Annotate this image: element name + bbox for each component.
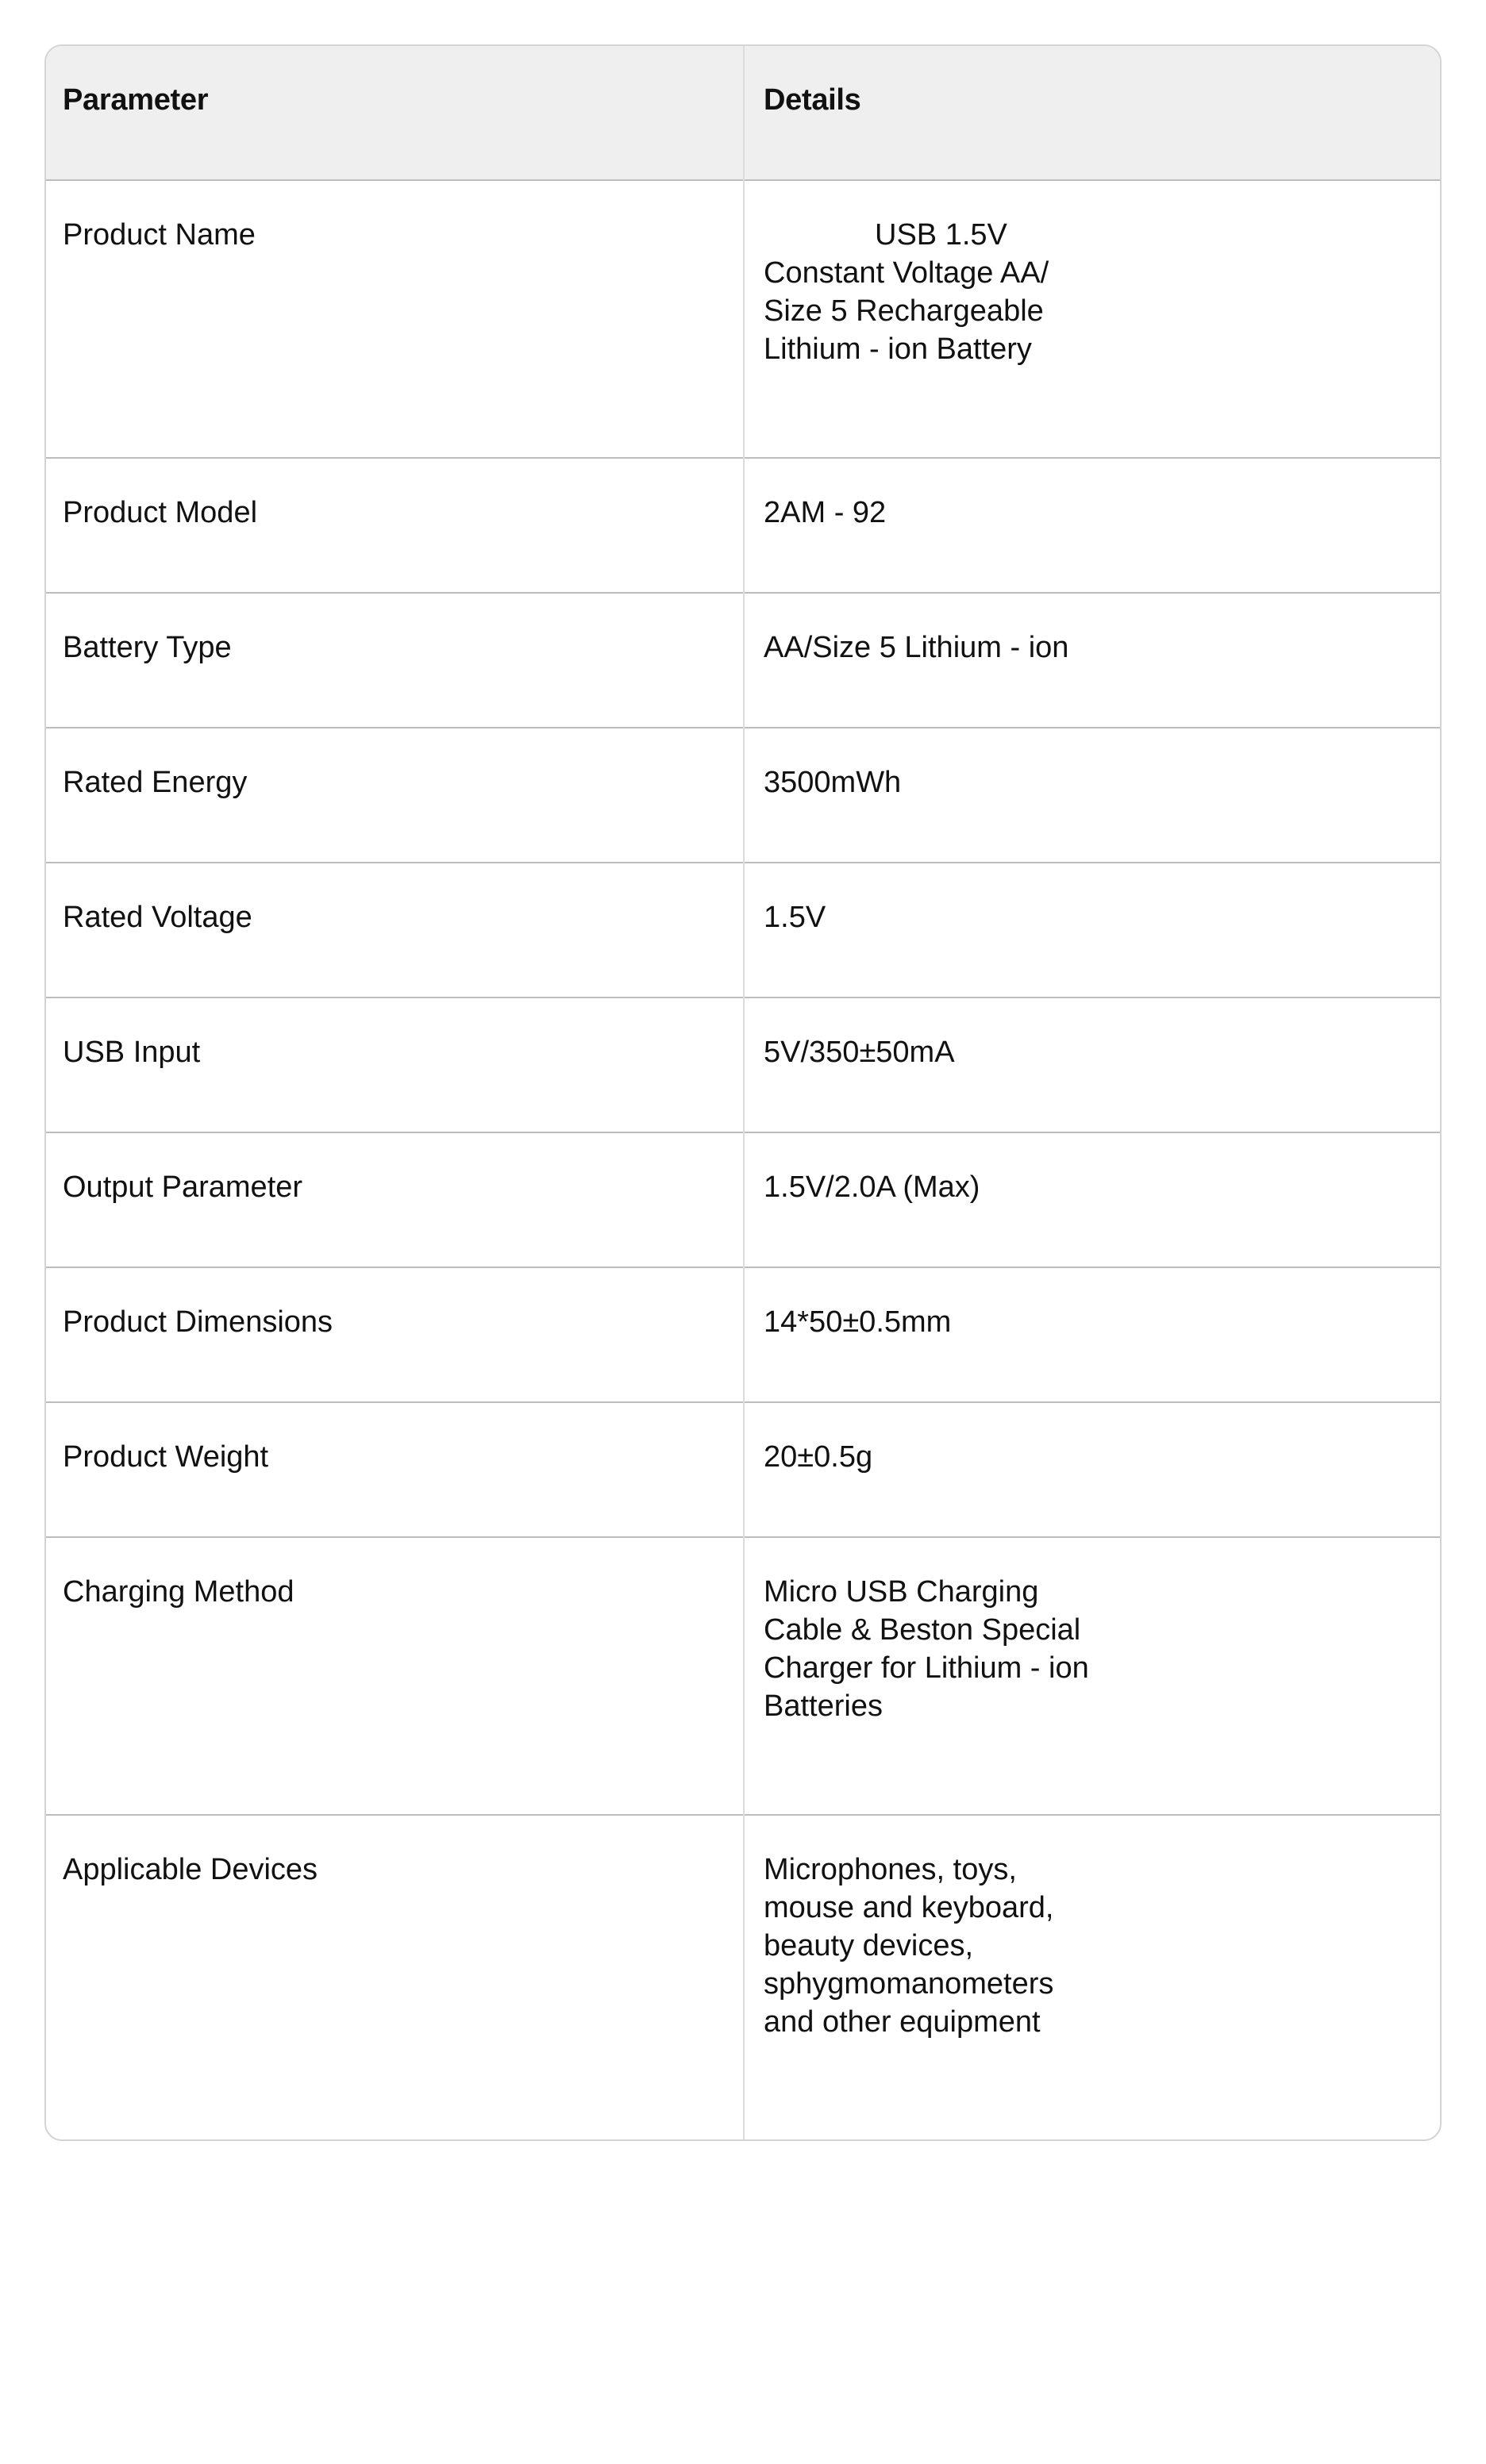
details-line: 20±0.5g: [764, 1440, 873, 1474]
parameter-cell: Product Weight: [63, 1440, 269, 1474]
details-line: Microphones, toys,: [764, 1853, 1017, 1886]
parameter-cell: Charging Method: [63, 1575, 295, 1609]
spec-table: [44, 44, 1442, 2141]
details-line: 5V/350±50mA: [764, 1036, 955, 1069]
details-cell: [745, 1268, 1440, 1401]
details-line: USB 1.5V: [875, 218, 1007, 252]
details-cell: [745, 1403, 1440, 1536]
header-details: Details: [764, 83, 861, 117]
details-cell: [745, 594, 1440, 727]
details-line: 14*50±0.5mm: [764, 1305, 952, 1339]
details-line: Cable & Beston Special: [764, 1613, 1081, 1647]
details-line: 1.5V/2.0A (Max): [764, 1170, 980, 1204]
header-parameter: Parameter: [63, 83, 209, 117]
details-line: Constant Voltage AA/: [764, 256, 1049, 290]
details-line: 3500mWh: [764, 766, 902, 799]
parameter-cell: Product Model: [63, 496, 258, 529]
parameter-cell: Rated Energy: [63, 766, 248, 799]
details-line: Size 5 Rechargeable: [764, 294, 1044, 328]
details-cell: [745, 1816, 1440, 2141]
details-line: Lithium - ion Battery: [764, 333, 1032, 366]
parameter-cell: Output Parameter: [63, 1170, 303, 1204]
parameter-cell: Rated Voltage: [63, 901, 252, 934]
parameter-cell: Product Name: [63, 218, 256, 252]
parameter-cell: Battery Type: [63, 631, 232, 664]
parameter-cell: USB Input: [63, 1036, 201, 1069]
details-line: Batteries: [764, 1689, 883, 1723]
details-cell: [745, 998, 1440, 1132]
details-line: 2AM - 92: [764, 496, 887, 529]
parameter-cell: Product Dimensions: [63, 1305, 333, 1339]
details-cell: [745, 459, 1440, 592]
details-line: sphygmomanometers: [764, 1967, 1054, 2001]
details-cell: [745, 728, 1440, 862]
details-line: Charger for Lithium - ion: [764, 1651, 1089, 1685]
details-line: Micro USB Charging: [764, 1575, 1039, 1609]
details-line: mouse and keyboard,: [764, 1891, 1054, 1924]
details-line: and other equipment: [764, 2005, 1041, 2039]
details-cell: [745, 181, 1440, 457]
details-line: 1.5V: [764, 901, 826, 934]
details-line: AA/Size 5 Lithium - ion: [764, 631, 1069, 664]
parameter-cell: Applicable Devices: [63, 1853, 318, 1886]
details-line: beauty devices,: [764, 1929, 974, 1962]
details-cell: [745, 863, 1440, 997]
details-cell: [745, 1538, 1440, 1814]
details-cell: [745, 1133, 1440, 1267]
column-divider: [743, 46, 745, 2139]
